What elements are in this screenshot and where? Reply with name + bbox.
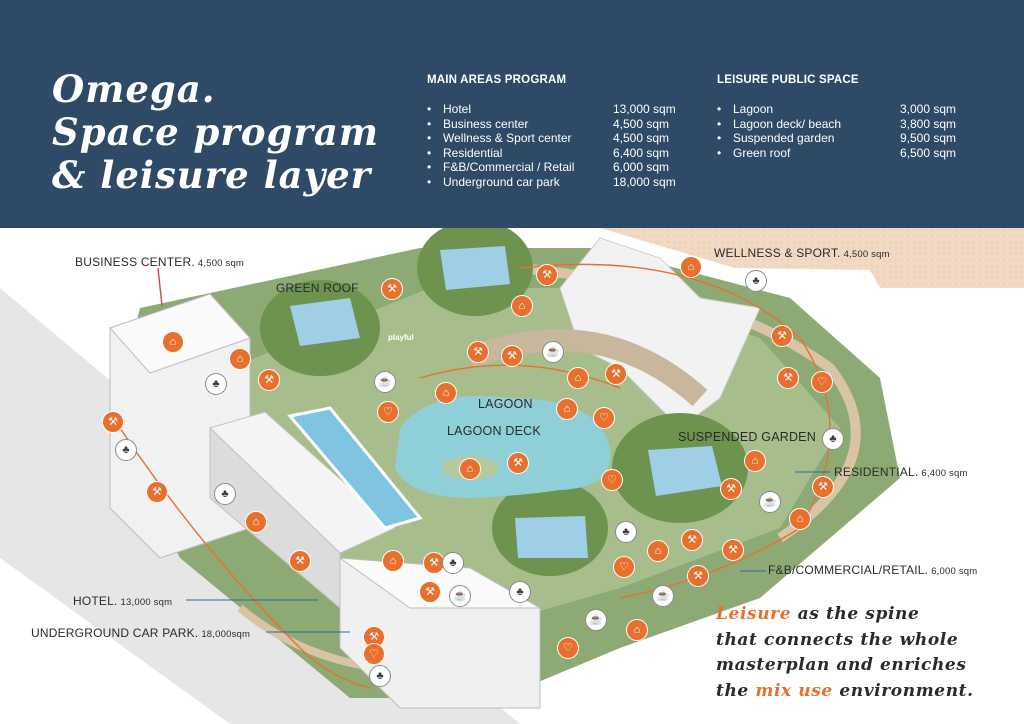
main-area-item-name: Business center <box>443 116 529 131</box>
chair-icon: ⌂ <box>511 295 533 317</box>
tagline-line-3: masterplan and enriches <box>716 655 967 675</box>
tagline-line-1 <box>716 602 974 628</box>
label-wellness-sport <box>714 246 890 260</box>
sport-icon: ⚒ <box>507 452 529 474</box>
south-dome-glass <box>515 516 588 558</box>
leisure-item <box>717 117 962 132</box>
leisure-item-area: 9,500 sqm <box>900 131 957 146</box>
label-car-park-name: UNDERGROUND CAR PARK. <box>31 626 199 640</box>
label-lagoon-deck: LAGOON DECK <box>447 424 541 438</box>
chair-icon: ⌂ <box>567 367 589 389</box>
main-area-item-area: 4,500 sqm <box>613 116 670 131</box>
label-residential <box>834 465 968 479</box>
tagline <box>716 602 974 704</box>
tree-icon: ♣ <box>442 552 464 574</box>
leisure-heading: LEISURE PUBLIC SPACE <box>717 74 859 86</box>
tagline-line-4-start: the <box>716 680 756 701</box>
main-areas-heading: MAIN AREAS PROGRAM <box>427 74 567 86</box>
tagline-accent-mix-use: mix use <box>755 680 833 701</box>
sport-icon: ⚒ <box>289 550 311 572</box>
main-area-item-area: 6,000 sqm <box>613 160 670 175</box>
tree-icon: ♣ <box>745 270 767 292</box>
header-band <box>0 0 1024 228</box>
label-lagoon: LAGOON <box>478 397 533 411</box>
label-hotel-name: HOTEL. <box>73 594 118 608</box>
sport-icon: ⚒ <box>381 278 403 300</box>
label-business-center-area: 4,500 sqm <box>197 258 245 269</box>
sport-icon: ⚒ <box>720 478 742 500</box>
leisure-item-name: Lagoon <box>733 102 774 116</box>
bullet-icon: • <box>717 102 722 116</box>
sport-icon: ⚒ <box>467 341 489 363</box>
label-business-center <box>75 255 244 269</box>
bullet-icon: • <box>427 160 432 175</box>
leisure-item-area: 6,500 sqm <box>900 145 957 160</box>
tagline-line-1-rest: as the spine <box>791 604 920 624</box>
sport-icon: ⚒ <box>363 626 385 648</box>
label-fb-commercial <box>768 563 977 577</box>
tree-icon: ♣ <box>214 483 236 505</box>
label-fb-commercial-name: F&B/COMMERCIAL/RETAIL. <box>768 563 929 577</box>
main-area-item-name: Underground car park <box>443 174 560 189</box>
label-wellness-sport-area: 4,500 sqm <box>843 249 890 260</box>
main-area-item-area: 18,000 sqm <box>613 174 676 189</box>
tagline-accent-leisure: Leisure <box>716 604 792 624</box>
heart-icon: ♡ <box>811 371 833 393</box>
sport-icon: ⚒ <box>258 369 280 391</box>
sport-icon: ⚒ <box>501 345 523 367</box>
chair-icon: ⌂ <box>162 331 184 353</box>
leisure-item-name: Lagoon deck/ beach <box>733 116 842 131</box>
chair-icon: ⌂ <box>382 550 404 572</box>
heart-icon: ♡ <box>557 637 579 659</box>
leisure-list <box>717 102 962 160</box>
label-green-roof: GREEN ROOF <box>276 281 359 295</box>
chair-icon: ⌂ <box>435 382 457 404</box>
heart-icon: ♡ <box>601 469 623 491</box>
sport-icon: ⚒ <box>102 411 124 433</box>
sport-icon: ⚒ <box>812 476 834 498</box>
leisure-item-name: Green roof <box>733 145 791 160</box>
bullet-icon: • <box>427 174 432 189</box>
leisure-item-name: Suspended garden <box>733 131 835 146</box>
coffee-icon: ☕ <box>759 491 781 513</box>
sport-icon: ⚒ <box>687 565 709 587</box>
page-title <box>52 68 379 197</box>
sport-icon: ⚒ <box>419 581 441 603</box>
label-business-center-name: BUSINESS CENTER. <box>75 255 195 269</box>
coffee-icon: ☕ <box>585 609 607 631</box>
bullet-icon: • <box>717 116 722 131</box>
lagoon <box>395 396 610 498</box>
leisure-item <box>717 146 962 161</box>
title-line-1: Omega. <box>52 67 216 111</box>
chair-icon: ⌂ <box>680 256 702 278</box>
heart-icon: ♡ <box>377 401 399 423</box>
main-area-item <box>427 175 677 190</box>
chair-icon: ⌂ <box>744 450 766 472</box>
playful-sign: playful <box>388 333 414 342</box>
main-area-item-area: 6,400 sqm <box>613 145 670 160</box>
tree-icon: ♣ <box>205 373 227 395</box>
main-area-item <box>427 160 677 175</box>
tree-icon: ♣ <box>369 665 391 687</box>
main-area-item-name: Wellness & Sport center <box>443 131 572 146</box>
title-line-3: & leisure layer <box>52 153 372 197</box>
green-roof-glass <box>290 298 360 346</box>
label-residential-name: RESIDENTIAL. <box>834 465 919 479</box>
bullet-icon: • <box>717 145 722 160</box>
leisure-item-area: 3,800 sqm <box>900 116 957 131</box>
sport-icon: ⚒ <box>771 325 793 347</box>
main-area-item <box>427 117 677 132</box>
label-hotel-area: 13,000 sqm <box>120 597 173 608</box>
main-area-item-name: Residential <box>443 145 503 160</box>
label-suspended-garden: SUSPENDED GARDEN <box>678 430 816 444</box>
sport-icon: ⚒ <box>681 529 703 551</box>
sport-icon: ⚒ <box>605 363 627 385</box>
tagline-line-2: that connects the whole <box>716 629 959 650</box>
chair-icon: ⌂ <box>556 398 578 420</box>
label-residential-area: 6,400 sqm <box>921 468 968 479</box>
leisure-item-area: 3,000 sqm <box>900 102 957 116</box>
chair-icon: ⌂ <box>459 458 481 480</box>
heart-icon: ♡ <box>593 407 615 429</box>
tree-icon: ♣ <box>615 521 637 543</box>
main-area-item-area: 4,500 sqm <box>613 131 670 146</box>
bullet-icon: • <box>427 102 432 116</box>
chair-icon: ⌂ <box>647 540 669 562</box>
chair-icon: ⌂ <box>245 511 267 533</box>
north-dome-glass <box>440 246 510 290</box>
label-hotel <box>73 594 172 608</box>
leisure-item <box>717 131 962 146</box>
leisure-public-space <box>717 74 962 160</box>
chair-icon: ⌂ <box>229 348 251 370</box>
coffee-icon: ☕ <box>374 371 396 393</box>
heart-icon: ♡ <box>613 556 635 578</box>
leisure-item <box>717 102 962 117</box>
bullet-icon: • <box>717 131 722 146</box>
main-area-item-area: 13,000 sqm <box>613 102 676 116</box>
main-areas-program <box>427 74 677 190</box>
sport-icon: ⚒ <box>423 552 445 574</box>
chair-icon: ⌂ <box>789 508 811 530</box>
tree-icon: ♣ <box>822 428 844 450</box>
bullet-icon: • <box>427 116 432 131</box>
label-car-park <box>31 626 250 640</box>
label-car-park-area: 18,000sqm <box>201 629 251 640</box>
main-area-item <box>427 146 677 161</box>
coffee-icon: ☕ <box>449 585 471 607</box>
chair-icon: ⌂ <box>626 619 648 641</box>
bullet-icon: • <box>427 131 432 146</box>
leader-business <box>158 268 162 306</box>
main-area-item <box>427 102 677 117</box>
label-fb-commercial-area: 6,000 sqm <box>931 566 978 577</box>
sport-icon: ⚒ <box>536 264 558 286</box>
heart-icon: ♡ <box>363 643 385 665</box>
label-wellness-sport-name: WELLNESS & SPORT. <box>714 246 841 260</box>
main-area-item-name: F&B/Commercial / Retail <box>443 160 575 175</box>
tree-icon: ♣ <box>509 581 531 603</box>
tagline-line-4-end: environment. <box>832 680 974 701</box>
main-area-item <box>427 131 677 146</box>
coffee-icon: ☕ <box>542 341 564 363</box>
coffee-icon: ☕ <box>652 585 674 607</box>
sport-icon: ⚒ <box>146 481 168 503</box>
sport-icon: ⚒ <box>722 539 744 561</box>
title-line-2: Space program <box>52 110 380 154</box>
tagline-line-4 <box>716 679 974 705</box>
sport-icon: ⚒ <box>777 367 799 389</box>
main-areas-list <box>427 102 677 190</box>
main-area-item-name: Hotel <box>443 102 472 116</box>
tree-icon: ♣ <box>115 439 137 461</box>
bullet-icon: • <box>427 145 432 160</box>
